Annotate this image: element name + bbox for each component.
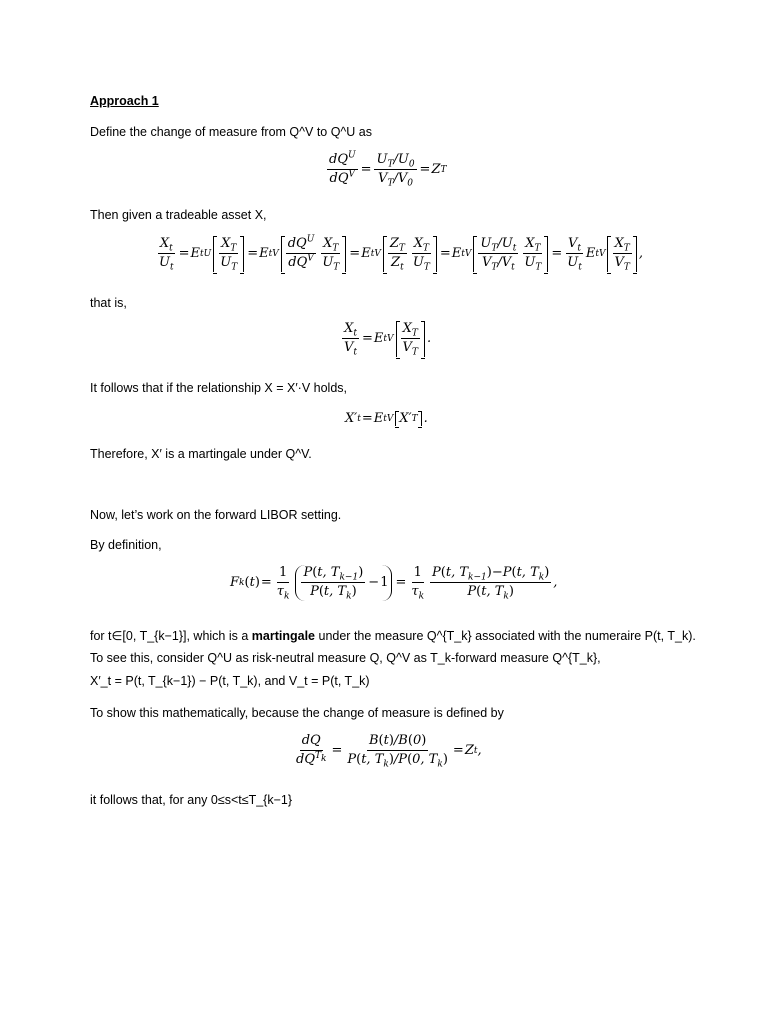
- paragraph-martingale-statement: [90, 628, 696, 643]
- paragraph-to-see-this: To see this, consider Q^U as risk-neutral measure Q, Q^V as T_k-forward measure Q^{T_k},: [90, 651, 601, 665]
- section-heading: Approach 1: [90, 94, 159, 108]
- paragraph-martingale-part2: under the measure Q^{T_k} associated with the numeraire P(t, T_k).: [318, 629, 696, 643]
- paragraph-relationship: It follows that if the relationship X = X′·V holds,: [90, 381, 347, 395]
- paragraph-show-mathematically: To show this mathematically, because the change of measure is defined by: [90, 706, 504, 720]
- paragraph-forward-libor: Now, let’s work on the forward LIBOR setting.: [90, 508, 342, 522]
- equation-radon-nikodym: $\frac{dQ^U}{dQ^V}$ = $\frac{U_T/U_0}{V_T/V_0}$ = Z T: [329, 150, 447, 189]
- paragraph-that-is: that is,: [90, 296, 127, 310]
- paragraph-therefore: Therefore, X′ is a martingale under Q^V.: [90, 447, 312, 461]
- paragraph-change-of-measure: Define the change of measure from Q^V to Q^U as: [90, 125, 373, 139]
- equation-expectation-chain: $\frac{X_t}{U_t}$ = E t U $\frac{X_T}{U_T}$ = E t V $\frac{dQ^U}{dQ^V}$ $\frac{X_T}{U_T}$ = E t V $\frac{Z_T}{Z_t}$ $\frac{X_T}{U_T}$ = E t V $\frac{U_T/U_t}{V_T/V_t}$ $\frac{X_T}{U_T}$ = $\frac{V_t}{U_t}$ E t V $\frac{X_T}{V_T}$ ,: [159, 234, 644, 273]
- paragraph-martingale-part1: for t∈[0, T_{k−1}], which is a: [90, 629, 249, 643]
- equation-martingale-ratio: $\frac{X_t}{V_t}$ = E t V $\frac{X_T}{V_T}$ .: [344, 321, 432, 358]
- paragraph-tradeable-asset: Then given a tradeable asset X,: [90, 208, 267, 222]
- paragraph-by-definition: By definition,: [90, 538, 162, 552]
- paragraph-it-follows: it follows that, for any 0≤s<t≤T_{k−1}: [90, 793, 293, 807]
- paragraph-definitions: X′_t = P(t, T_{k−1}) − P(t, T_k), and V_t = P(t, T_k): [90, 674, 370, 688]
- equation-forward-measure-change: $\frac{dQ}{dQ^{T_k}}$ = $\frac{B(t)/B(0)}{P(t, T_k)/P(0, T_k)}$ = Z t ,: [296, 733, 482, 770]
- equation-forward-libor: F k ( t ) = $\frac{1}{\tau_k}$ $\frac{P(t, T_{k-1})}{P(t, T_k)}$ − 1 = $\frac{1}{\tau_k}$ $\frac{P(t, T_{k-1})-P(t, T_k)}{P(t, T_k)}$ ,: [230, 565, 558, 602]
- martingale-bold-term: martingale: [251, 629, 316, 643]
- equation-x-prime: X′ t = E t V X′ T .: [345, 411, 428, 426]
